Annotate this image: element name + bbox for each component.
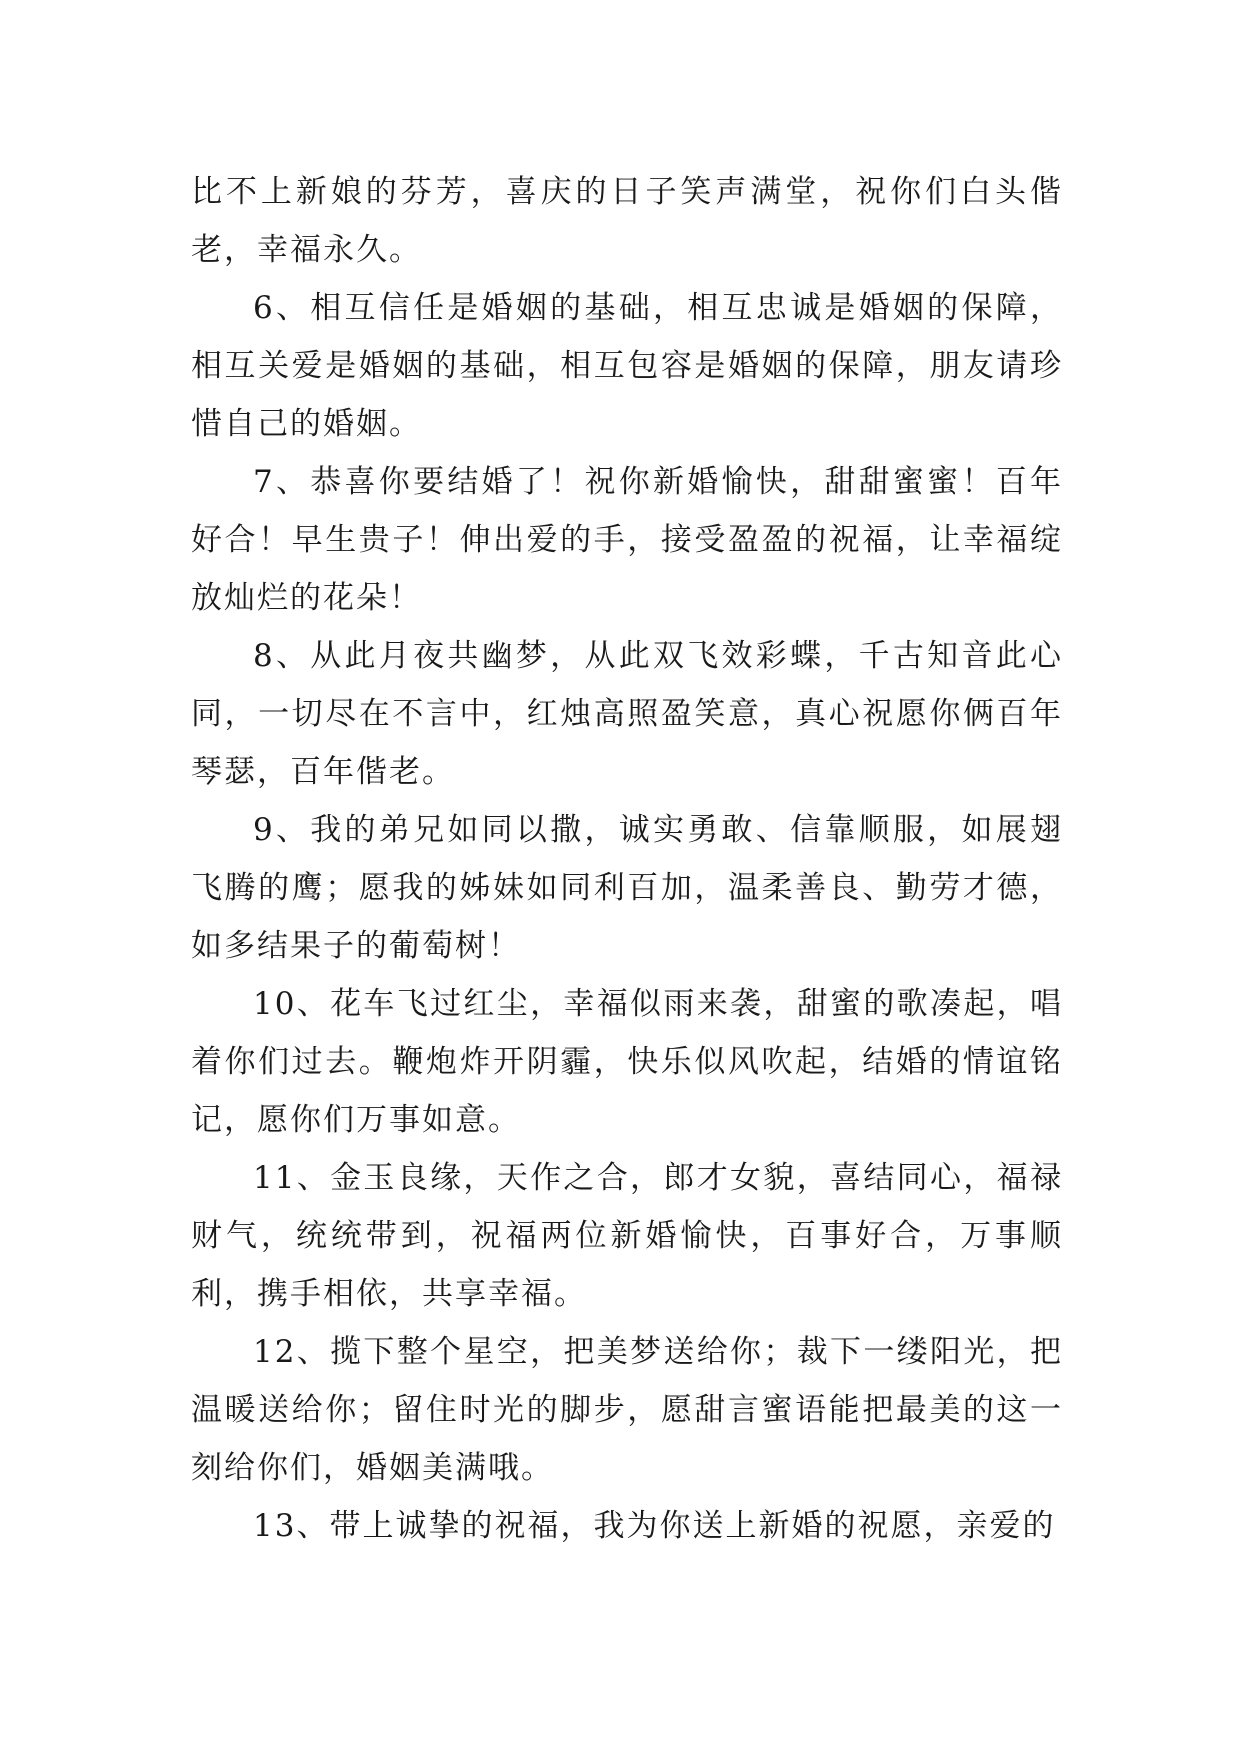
paragraph-continued: 比不上新娘的芬芳，喜庆的日子笑声满堂，祝你们白头偕老，幸福永久。	[191, 174, 1063, 268]
paragraph-12: 12、揽下整个星空，把美梦送给你；裁下一缕阳光，把温暖送给你；留住时光的脚步，愿甜言蜜语能把最美的这一刻给你们，婚姻美满哦。	[191, 1334, 1063, 1486]
paragraph-8: 8、从此月夜共幽梦，从此双飞效彩蝶，千古知音此心同，一切尽在不言中，红烛高照盈笑意，真心祝愿你俩百年琴瑟，百年偕老。	[191, 638, 1063, 790]
paragraph-13: 13、带上诚挚的祝福，我为你送上新婚的祝愿，亲爱的	[253, 1508, 1056, 1544]
paragraph-10: 10、花车飞过红尘，幸福似雨来袭，甜蜜的歌凑起，唱着你们过去。鞭炮炸开阴霾，快乐似风吹起，结婚的情谊铭记，愿你们万事如意。	[191, 986, 1063, 1138]
paragraph-6: 6、相互信任是婚姻的基础，相互忠诚是婚姻的保障，相互关爱是婚姻的基础，相互包容是婚姻的保障，朋友请珍惜自己的婚姻。	[191, 290, 1063, 442]
document-body	[191, 163, 1063, 1555]
paragraph-11: 11、金玉良缘，天作之合，郎才女貌，喜结同心，福禄财气，统统带到，祝福两位新婚愉快，百事好合，万事顺利，携手相依，共享幸福。	[191, 1160, 1063, 1312]
paragraph-7: 7、恭喜你要结婚了！祝你新婚愉快，甜甜蜜蜜！百年好合！早生贵子！伸出爱的手，接受盈盈的祝福，让幸福绽放灿烂的花朵！	[191, 464, 1063, 616]
paragraph-9: 9、我的弟兄如同以撒，诚实勇敢、信靠顺服，如展翅飞腾的鹰；愿我的姊妹如同利百加，温柔善良、勤劳才德，如多结果子的葡萄树！	[191, 812, 1063, 964]
